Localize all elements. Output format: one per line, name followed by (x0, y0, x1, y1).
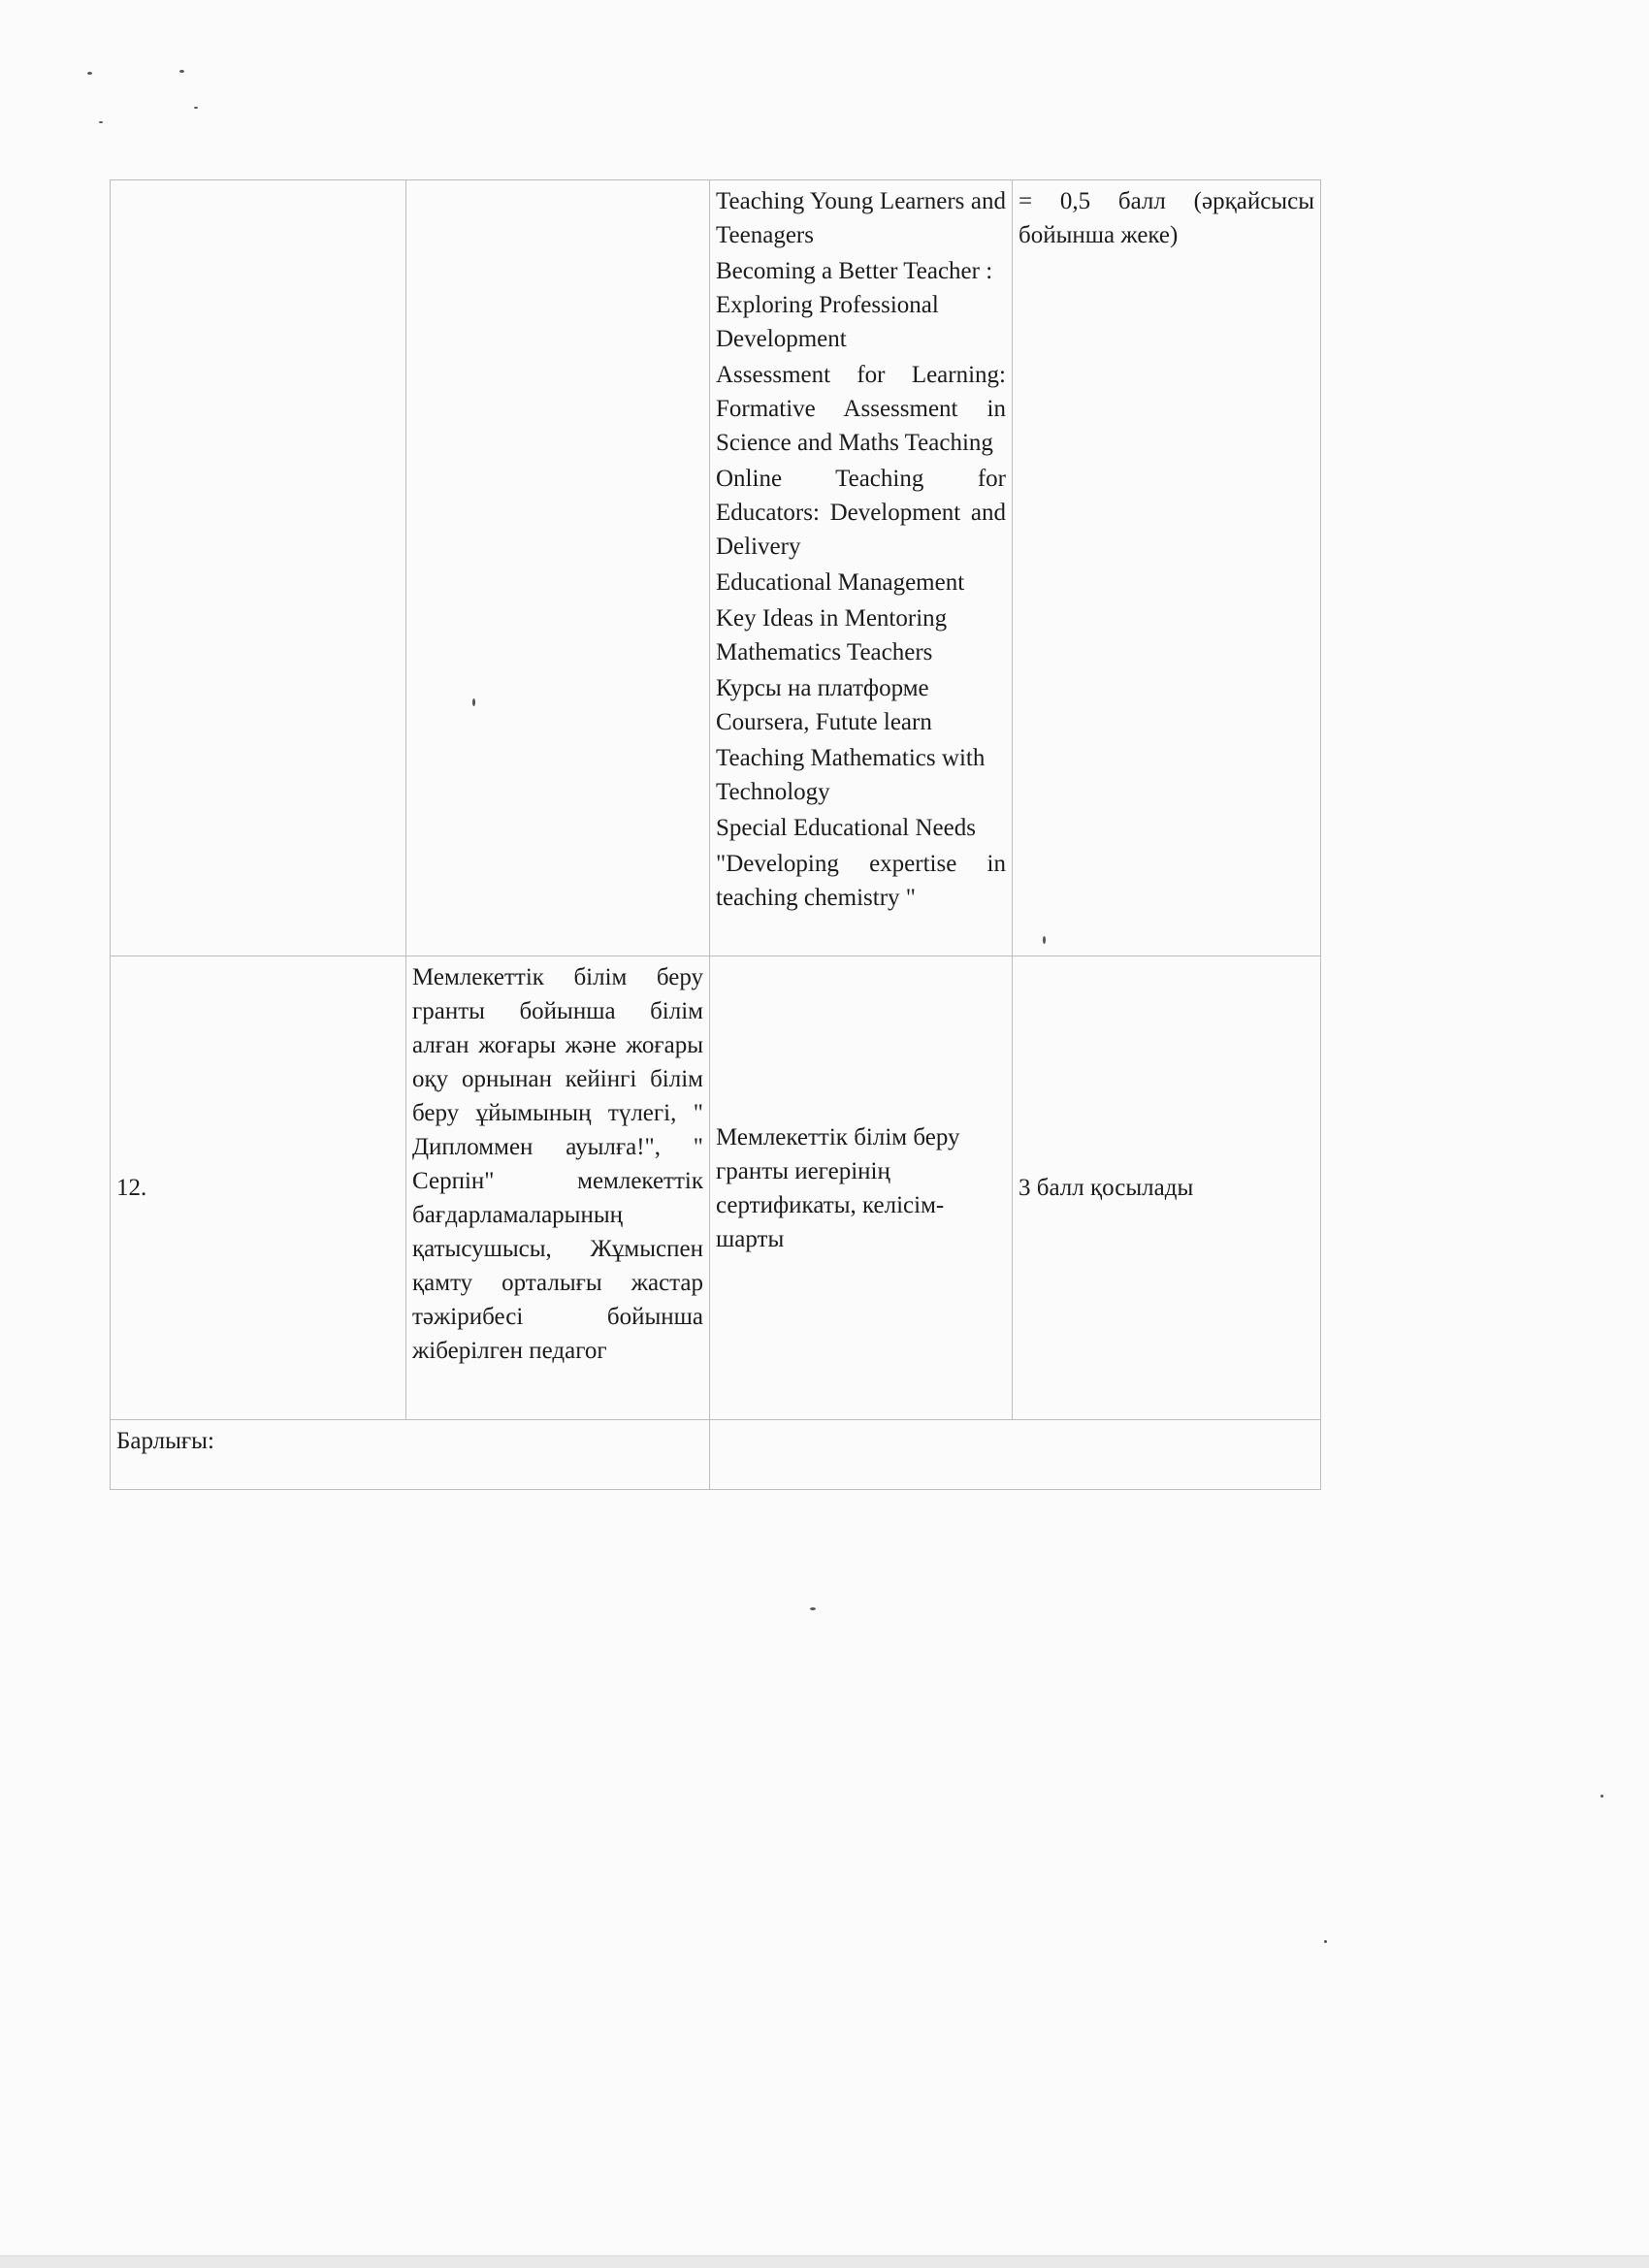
scan-speck (99, 121, 103, 123)
course-item: Special Educational Needs (716, 815, 976, 841)
total-value (710, 1420, 1321, 1490)
course-item: Becoming a Better Teacher : Exploring Professional Development (716, 258, 993, 352)
course-item: Assessment for Learning: Formative Assessment in Science and Maths Teaching (716, 362, 1006, 456)
course-item: Курсы на платформе Coursera, Futute learn (716, 675, 932, 735)
number-cell (111, 180, 406, 956)
table-row (111, 180, 1321, 956)
points-cell: 3 балл қосылады (1013, 956, 1321, 1420)
criterion-cell (406, 180, 710, 956)
course-item: Teaching Mathematics with Technology (716, 745, 986, 805)
scan-speck (810, 1607, 816, 1610)
scan-speck (87, 72, 92, 75)
criteria-table (110, 179, 1321, 1490)
scan-speck (194, 107, 198, 109)
course-item: Online Teaching for Educators: Development and Delivery (716, 466, 1006, 560)
scan-speck (1324, 1940, 1327, 1943)
course-item: Teaching Young Learners and Teenagers (716, 188, 1006, 248)
total-label: Барлығы: (111, 1420, 710, 1490)
courses-cell (710, 180, 1013, 956)
total-row (111, 1420, 1321, 1490)
scan-speck (1600, 1795, 1603, 1798)
scan-page-edge (0, 2255, 1649, 2268)
course-item: Educational Management (716, 569, 965, 596)
course-item: "Developing expertise in teaching chemistry " (716, 851, 1006, 911)
course-item: Key Ideas in Mentoring Mathematics Teachers (716, 605, 948, 665)
scan-speck (179, 70, 184, 73)
number-cell: 12. (111, 956, 406, 1420)
table-row (111, 956, 1321, 1420)
criterion-cell: Мемлекеттік білім беру гранты бойынша білім алған жоғары және жоғары оқу орнынан кейінгі білім беру ұйымының түлегі, " Дипломмен ауылға!", " Серпін" мемлекеттік бағдарламаларының қатысушысы, Жұмыспен қамту орталығы жастар тәжірибесі бойынша жіберілген педагог (406, 956, 710, 1420)
document-cell: Мемлекеттік білім беру гранты иегерінің сертификаты, келісім-шарты (710, 956, 1013, 1420)
points-cell: = 0,5 балл (әрқайсысы бойынша жеке) (1013, 180, 1321, 956)
